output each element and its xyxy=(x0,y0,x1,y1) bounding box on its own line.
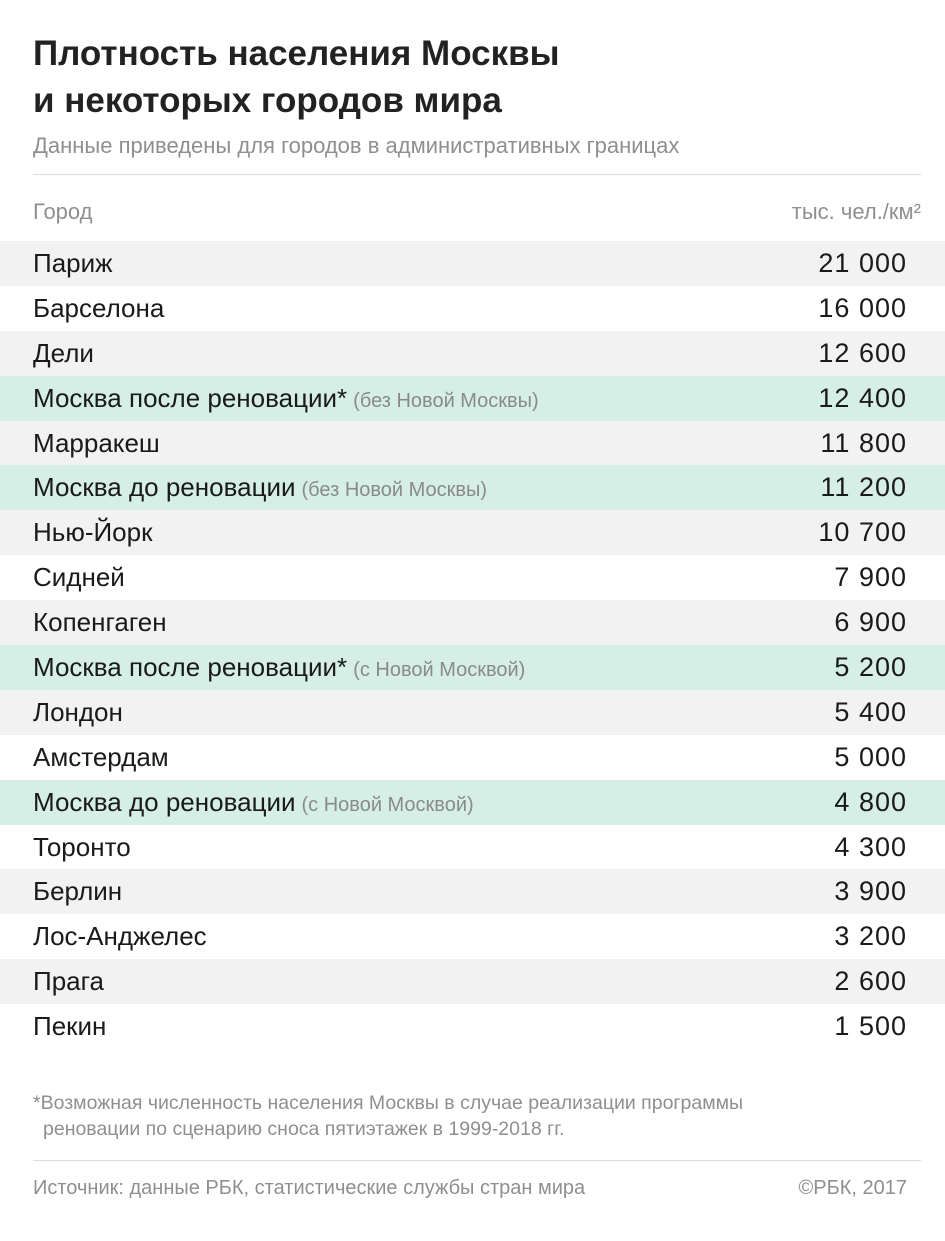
table-row-moscow xyxy=(0,780,945,825)
table-row xyxy=(0,555,945,600)
chart-title-line-1: Плотность населения Москвы xyxy=(33,34,560,73)
city-name xyxy=(33,293,164,324)
chart-title xyxy=(33,30,913,124)
city-name xyxy=(33,562,125,593)
city-name xyxy=(33,921,207,952)
copyright-text: ©РБК, 2017 xyxy=(798,1177,907,1199)
city-label: Москва после реновации* xyxy=(33,651,348,682)
city-label: Пекин xyxy=(33,1011,107,1042)
city-label: Амстердам xyxy=(33,741,169,772)
table-row xyxy=(0,241,945,286)
table-row xyxy=(0,825,945,870)
density-value: 16 000 xyxy=(818,292,907,323)
city-label: Торонто xyxy=(33,831,131,862)
city-name xyxy=(33,248,113,279)
city-name xyxy=(33,832,131,863)
density-value: 5 000 xyxy=(834,741,907,772)
table-row xyxy=(0,869,945,914)
density-value: 3 900 xyxy=(834,876,907,907)
density-value: 3 200 xyxy=(834,921,907,952)
city-name xyxy=(33,428,160,459)
density-value: 6 900 xyxy=(834,607,907,638)
table-row xyxy=(0,286,945,331)
city-name xyxy=(33,338,94,369)
city-name xyxy=(33,1011,106,1042)
density-value: 4 800 xyxy=(834,786,907,817)
density-value: 12 400 xyxy=(818,382,907,413)
density-table xyxy=(0,241,945,1049)
city-name xyxy=(33,966,104,997)
table-row xyxy=(0,331,945,376)
city-label: Париж xyxy=(33,247,113,278)
city-name xyxy=(33,652,525,683)
table-row xyxy=(0,959,945,1004)
table-row xyxy=(0,510,945,555)
city-note: (с Новой Москвой) xyxy=(353,658,526,681)
footer-divider xyxy=(33,1160,921,1161)
city-name xyxy=(33,383,539,414)
density-value: 12 600 xyxy=(818,337,907,368)
table-row-moscow xyxy=(0,645,945,690)
footnote-line-1: *Возможная численность населения Москвы в случае реализации программы xyxy=(33,1092,744,1114)
city-label: Москва до реновации xyxy=(33,472,296,503)
header-divider xyxy=(33,174,921,175)
column-header-unit: тыс. чел./км² xyxy=(791,199,921,224)
source-text: Источник: данные РБК, статистические службы стран мира xyxy=(33,1177,586,1199)
density-value: 7 900 xyxy=(834,562,907,593)
city-name xyxy=(33,607,167,638)
city-label: Барселона xyxy=(33,292,165,323)
density-value: 2 600 xyxy=(834,966,907,997)
density-value: 4 300 xyxy=(834,831,907,862)
city-name xyxy=(33,517,152,548)
density-value: 11 200 xyxy=(820,472,907,503)
table-row xyxy=(0,421,945,466)
city-note: (без Новой Москвы) xyxy=(301,479,488,502)
city-name xyxy=(33,472,487,503)
table-row xyxy=(0,690,945,735)
city-label: Москва до реновации xyxy=(33,786,296,817)
table-row-moscow xyxy=(0,376,945,421)
city-name xyxy=(33,742,169,773)
city-label: Прага xyxy=(33,966,104,997)
city-label: Лос-Анджелес xyxy=(33,921,207,952)
city-label: Москва после реновации* xyxy=(33,382,348,413)
city-label: Марракеш xyxy=(33,427,160,458)
city-label: Сидней xyxy=(33,562,125,593)
footnote-line-2: реновации по сценарию сноса пятиэтажек в 1999-2018 гг. xyxy=(43,1118,565,1140)
density-value: 5 200 xyxy=(834,651,907,682)
chart-subtitle: Данные приведены для городов в административных границах xyxy=(33,133,680,158)
city-label: Лондон xyxy=(33,696,123,727)
city-name xyxy=(33,787,474,818)
city-name xyxy=(33,876,122,907)
density-value: 5 400 xyxy=(834,696,907,727)
city-label: Берлин xyxy=(33,876,123,907)
density-value: 1 500 xyxy=(834,1011,907,1042)
table-row xyxy=(0,600,945,645)
footnote xyxy=(33,1090,913,1142)
table-row xyxy=(0,1004,945,1049)
city-label: Дели xyxy=(33,337,94,368)
density-value: 11 800 xyxy=(820,427,907,458)
density-value: 10 700 xyxy=(818,517,907,548)
city-label: Нью-Йорк xyxy=(33,517,153,548)
column-header-city: Город xyxy=(33,199,93,224)
density-value: 21 000 xyxy=(818,247,907,278)
table-row xyxy=(0,735,945,780)
table-row-moscow xyxy=(0,465,945,510)
city-label: Копенгаген xyxy=(33,607,167,638)
city-name xyxy=(33,697,123,728)
city-note: (с Новой Москвой) xyxy=(301,793,474,816)
table-row xyxy=(0,914,945,959)
city-note: (без Новой Москвы) xyxy=(353,389,539,412)
chart-title-line-2: и некоторых городов мира xyxy=(33,81,502,120)
